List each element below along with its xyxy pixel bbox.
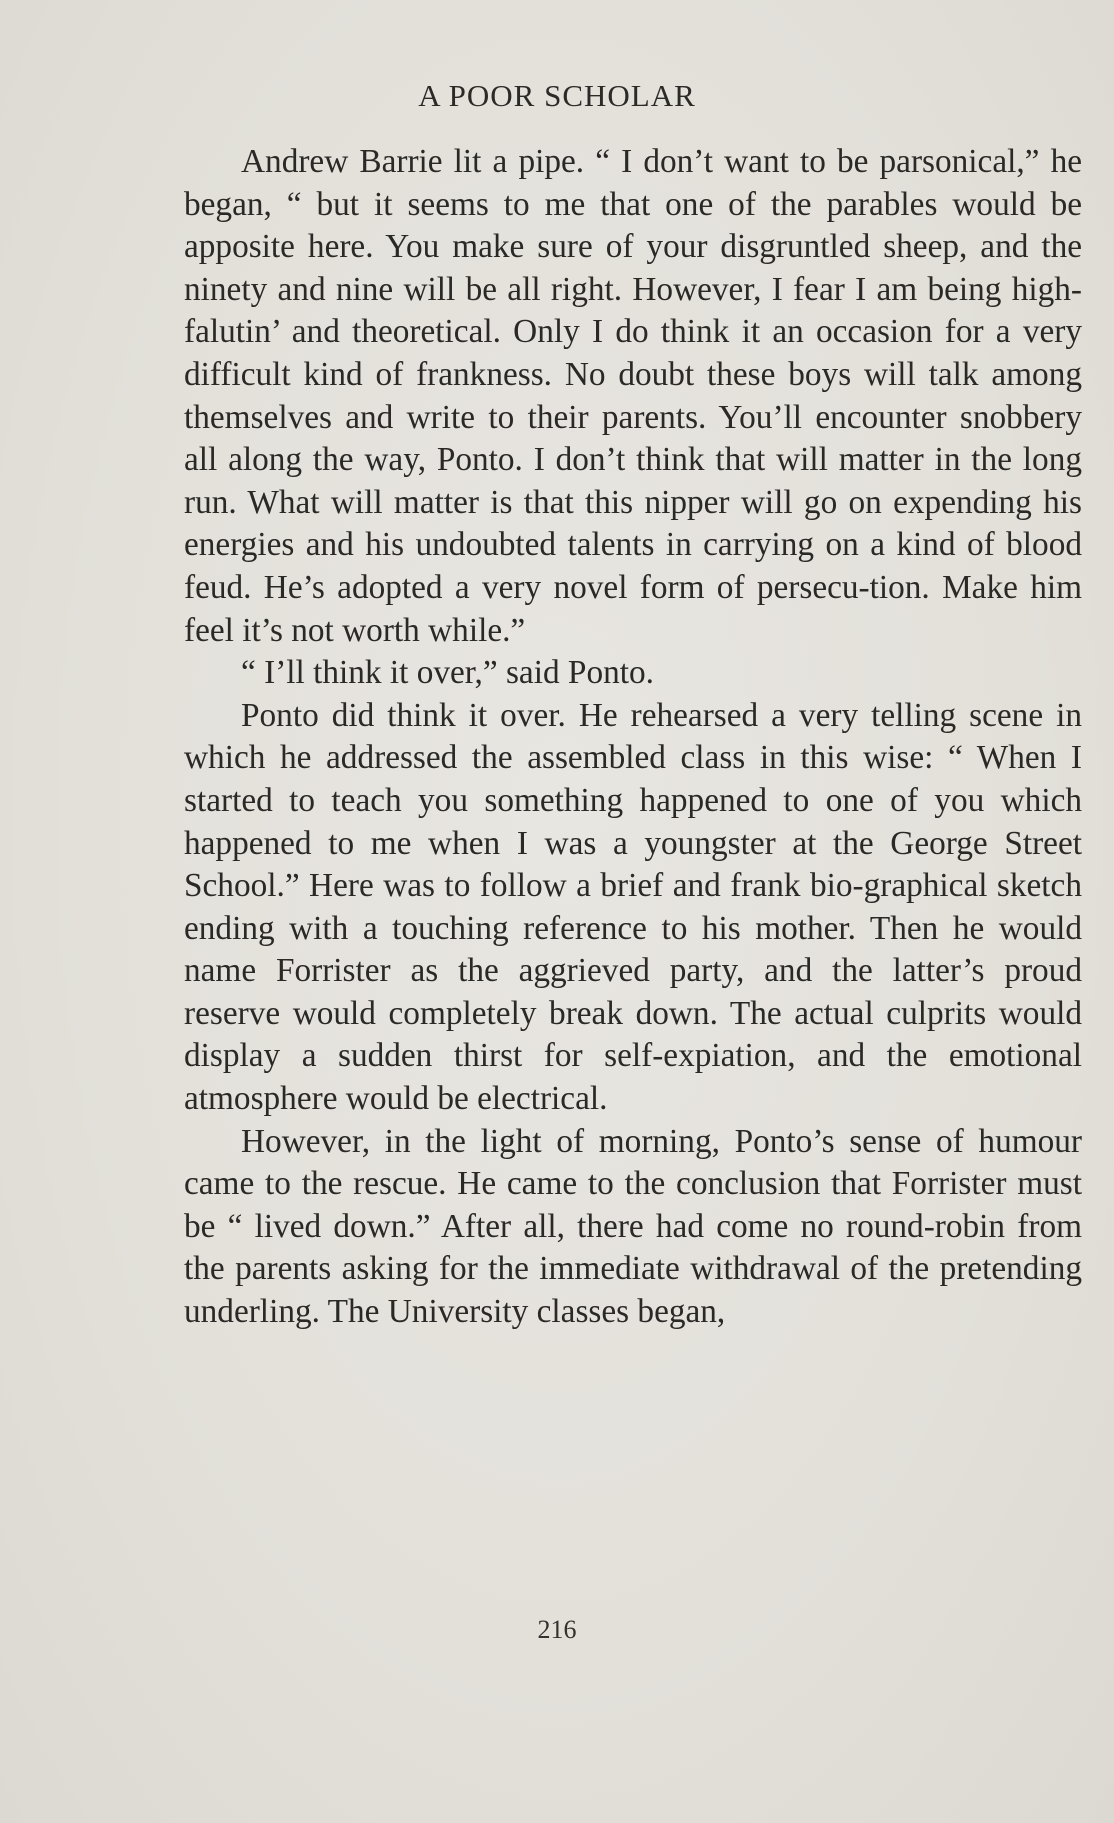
running-head: A POOR SCHOLAR <box>418 78 696 113</box>
page-number: 216 <box>537 1615 577 1644</box>
paragraph: However, in the light of morning, Ponto’s sense of humour came to the rescue. He came to the conclusion that Forrister must be “ lived down.” After all, there had come no round-robin from the parents asking for the immediate withdrawal of the pretending underling. The University classes began, <box>184 1122 1082 1331</box>
paragraph: “ I’ll think it over,” said Ponto. <box>241 654 654 692</box>
paragraph: Ponto did think it over. He rehearsed a very telling scene in which he addressed the assembled class in this wise: “ When I started to teach you something happened to one of you which happened to me when I was a youngster at the George Street School.” Here was to follow a brief and frank bio-graphical sketch ending with a touching reference to his mother. Then he would name Forrister as the aggrieved party, and the latter’s proud reserve would completely break down. The actual culprits would display a sudden thirst for self-expiation, and the emotional atmosphere would be electrical. <box>184 696 1082 1118</box>
body-text <box>184 141 1082 1334</box>
paragraph: Andrew Barrie lit a pipe. “ I don’t want to be parsonical,” he began, “ but it seems to me that one of the parables would be apposite here. You make sure of your disgruntled sheep, and the ninety and nine will be all right. However, I fear I am being high-falutin’ and theoretical. Only I do think it an occasion for a very difficult kind of frankness. No doubt these boys will talk among themselves and write to their parents. You’ll encounter snobbery all along the way, Ponto. I don’t think that will matter in the long run. What will matter is that this nipper will go on expending his energies and his undoubted talents in carrying on a kind of blood feud. He’s adopted a very novel form of persecu-tion. Make him feel it’s not worth while.” <box>184 143 1082 649</box>
